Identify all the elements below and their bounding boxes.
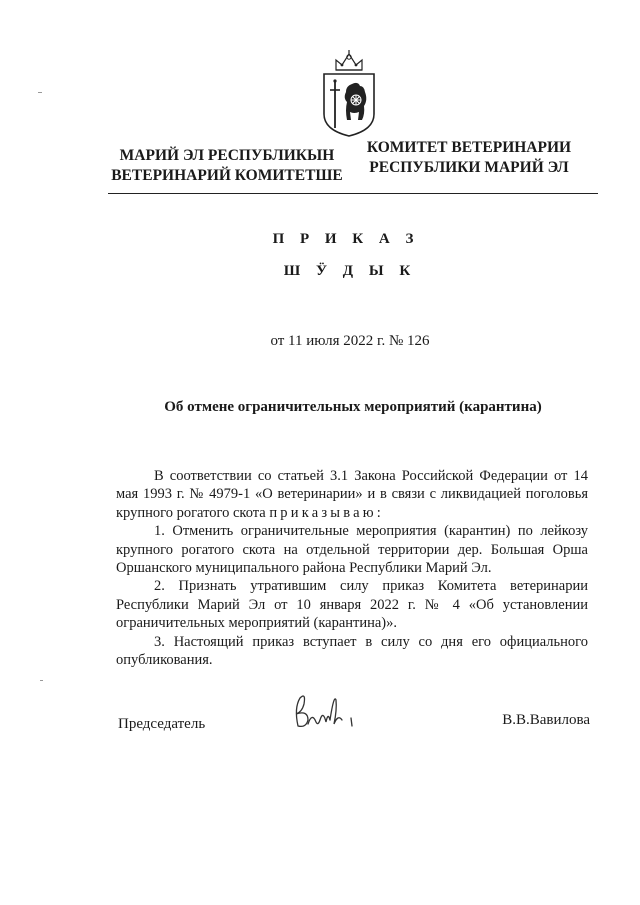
header-divider (108, 193, 598, 194)
body-intro-text: В соответствии со статьей 3.1 Закона Российской Федерации от 14 мая 1993 г. № 4979-1 «О ветеринарии» и в связи с ликвидацией поголовья крупного рогатого скота (116, 468, 588, 521)
body-intro-order-word: приказываю: (269, 504, 384, 521)
body-item-3: 3. Настоящий приказ вступает в силу со дня его официального опубликования. (116, 633, 588, 669)
header-left-line2: ВЕТЕРИНАРИЙ КОМИТЕТШЕ (111, 167, 343, 184)
body-item-1: 1. Отменить ограничительные мероприятия (карантин) по лейкозу крупного рогатого скота на отдельной территории дер. Большая Орша Оршанского муниципального района Республики Марий Эл. (116, 523, 588, 577)
document-title-russian: П Р И К А З (272, 231, 420, 247)
header-left-mari (108, 146, 346, 186)
signer-title: Председатель (118, 716, 206, 732)
header-right-line2: РЕСПУБЛИКИ МАРИЙ ЭЛ (369, 159, 569, 176)
handwritten-signature (290, 690, 360, 732)
header-left-line1: МАРИЙ ЭЛ РЕСПУБЛИКЫН (119, 147, 335, 164)
signer-name: В.В.Вавилова (502, 712, 590, 728)
coat-of-arms-icon (318, 48, 380, 138)
document-subject: Об отмене ограничительных мероприятий (карантина) (164, 399, 542, 415)
body-intro-paragraph (116, 467, 588, 522)
document-body (116, 467, 588, 669)
document-title-mari: Ш Ӱ Д Ы К (283, 263, 417, 279)
header-right-line1: КОМИТЕТ ВЕТЕРИНАРИИ (366, 139, 572, 156)
header-right-russian (362, 138, 576, 178)
document-date-number: от 11 июля 2022 г. № 126 (270, 333, 430, 349)
body-item-2: 2. Признать утратившим силу приказ Комитета ветеринарии Республики Марий Эл от 10 января 2022 г. № 4 «Об установлении ограничительных мероприятий (карантина)». (116, 578, 588, 632)
